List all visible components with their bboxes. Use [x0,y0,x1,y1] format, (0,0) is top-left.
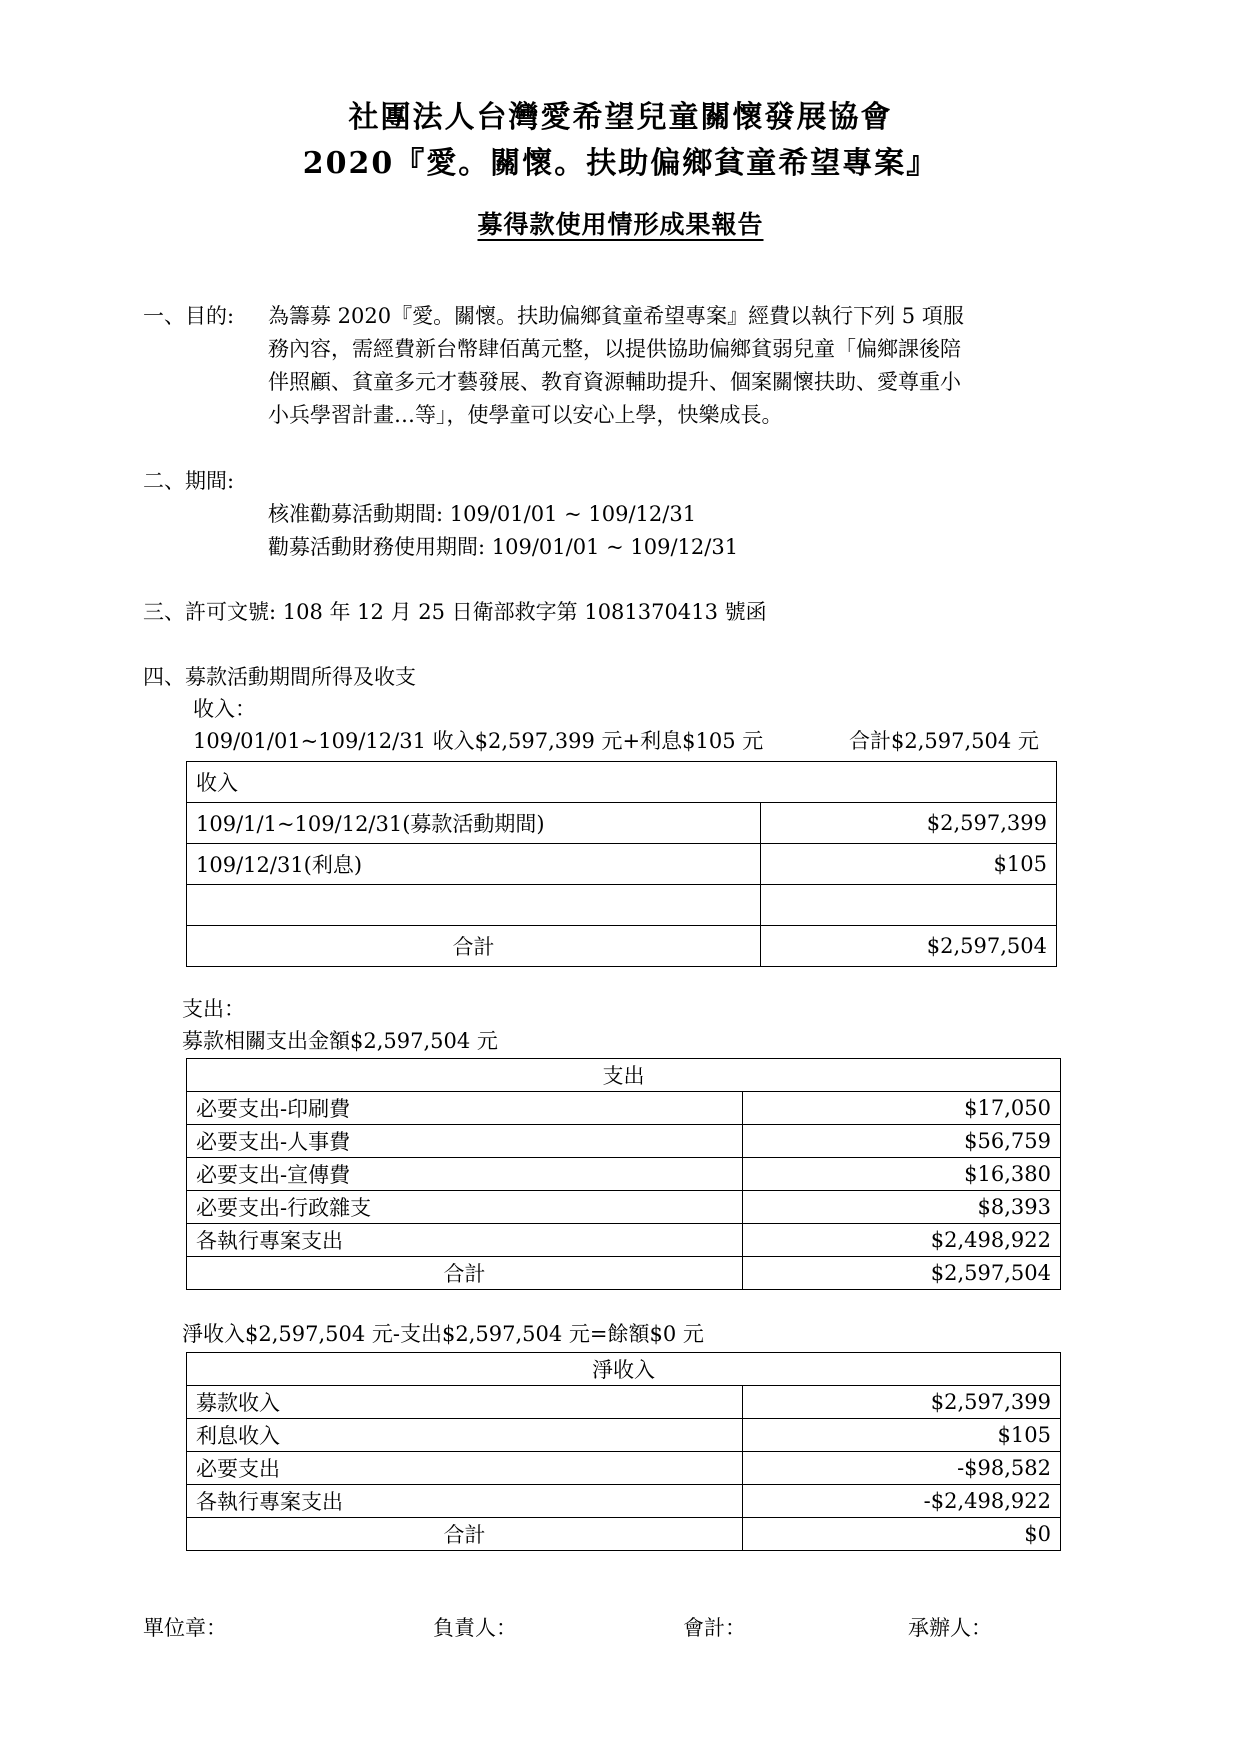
expense-item: 各執行專案支出 [187,1224,743,1257]
signature-handler: 承辦人： [908,1616,992,1640]
table-row [187,1452,1061,1485]
income-item [187,885,761,926]
table-row [187,1125,1061,1158]
expense-amount: $17,050 [743,1092,1061,1125]
income-item: 109/1/1~109/12/31(募款活動期間) [187,803,761,844]
section1-line4: 小兵學習計畫…等」，使學童可以安心上學，快樂成長。 [268,403,783,427]
expense-amount: $2,498,922 [743,1224,1061,1257]
table-row [187,1518,1061,1551]
net-item: 必要支出 [187,1452,743,1485]
table-row [187,1092,1061,1125]
expense-total-amount: $2,597,504 [743,1257,1061,1290]
section1-line1: 為籌募 2020『愛。關懷。扶助偏鄉貧童希望專案』經費以執行下列 5 項服 [268,304,964,328]
table-row [187,1419,1061,1452]
income-total-label: 合計 [187,926,761,967]
document-title-line2: 2020『愛。關懷。扶助偏鄉貧童希望專案』 [302,146,939,181]
expense-item: 必要支出-印刷費 [187,1092,743,1125]
signature-accountant: 會計： [683,1616,746,1640]
table-row [187,1059,1061,1092]
net-amount: $2,597,399 [743,1386,1061,1419]
net-item: 各執行專案支出 [187,1485,743,1518]
document-title-line1: 社團法人台灣愛希望兒童關懷發展協會 [348,100,893,135]
table-row [187,1353,1061,1386]
signature-responsible: 負責人： [433,1616,517,1640]
section2-usage-period: 勸募活動財務使用期間: 109/01/01 ~ 109/12/31 [268,535,739,559]
expense-amount: $16,380 [743,1158,1061,1191]
net-amount: -$2,498,922 [743,1485,1061,1518]
net-income-table [186,1352,1061,1551]
expense-label: 支出： [182,997,245,1021]
expense-table [186,1058,1061,1290]
expense-summary: 募款相關支出金額$2,597,504 元 [182,1029,498,1053]
table-row [187,1257,1061,1290]
table-row [187,1485,1061,1518]
section1-line3: 伴照顧、貧童多元才藝發展、教育資源輔助提升、個案關懷扶助、愛尊重小 [268,370,961,394]
income-amount: $105 [761,844,1057,885]
net-item: 利息收入 [187,1419,743,1452]
signature-unit-seal: 單位章： [143,1616,227,1640]
table-row [187,1386,1061,1419]
net-total-label: 合計 [187,1518,743,1551]
net-amount: -$98,582 [743,1452,1061,1485]
income-label: 收入： [193,697,256,721]
table-row [187,1191,1061,1224]
expense-amount: $56,759 [743,1125,1061,1158]
expense-item: 必要支出-行政雜支 [187,1191,743,1224]
net-total-amount: $0 [743,1518,1061,1551]
expense-item: 必要支出-宣傳費 [187,1158,743,1191]
expense-table-header: 支出 [187,1059,1061,1092]
expense-total-label: 合計 [187,1257,743,1290]
net-item: 募款收入 [187,1386,743,1419]
income-table-header: 收入 [187,762,1057,803]
expense-item: 必要支出-人事費 [187,1125,743,1158]
table-row [187,803,1057,844]
income-amount [761,885,1057,926]
income-table [186,761,1057,967]
expense-amount: $8,393 [743,1191,1061,1224]
income-total-amount: $2,597,504 [761,926,1057,967]
section1-label: 一、目的: [143,304,235,328]
net-amount: $105 [743,1419,1061,1452]
table-row [187,926,1057,967]
net-summary: 淨收入$2,597,504 元-支出$2,597,504 元=餘額$0 元 [182,1322,704,1346]
section2-approved-period: 核准勸募活動期間: 109/01/01 ~ 109/12/31 [268,502,697,526]
income-amount: $2,597,399 [761,803,1057,844]
table-row [187,762,1057,803]
income-summary: 109/01/01~109/12/31 收入$2,597,399 元+利息$105 元 [193,729,764,753]
table-row [187,1158,1061,1191]
document-subtitle: 募得款使用情形成果報告 [477,210,764,239]
section3-permit-number: 三、許可文號: 108 年 12 月 25 日衛部救字第 1081370413 號函 [143,600,767,624]
net-table-header: 淨收入 [187,1353,1061,1386]
section4-label: 四、募款活動期間所得及收支 [143,665,416,689]
section2-label: 二、期間: [143,469,235,493]
section1-line2: 務內容，需經費新台幣肆佰萬元整，以提供協助偏鄉貧弱兒童「偏鄉課後陪 [268,337,961,361]
table-row [187,885,1057,926]
income-item: 109/12/31(利息) [187,844,761,885]
table-row [187,1224,1061,1257]
table-row [187,844,1057,885]
income-summary-total: 合計$2,597,504 元 [849,729,1039,753]
